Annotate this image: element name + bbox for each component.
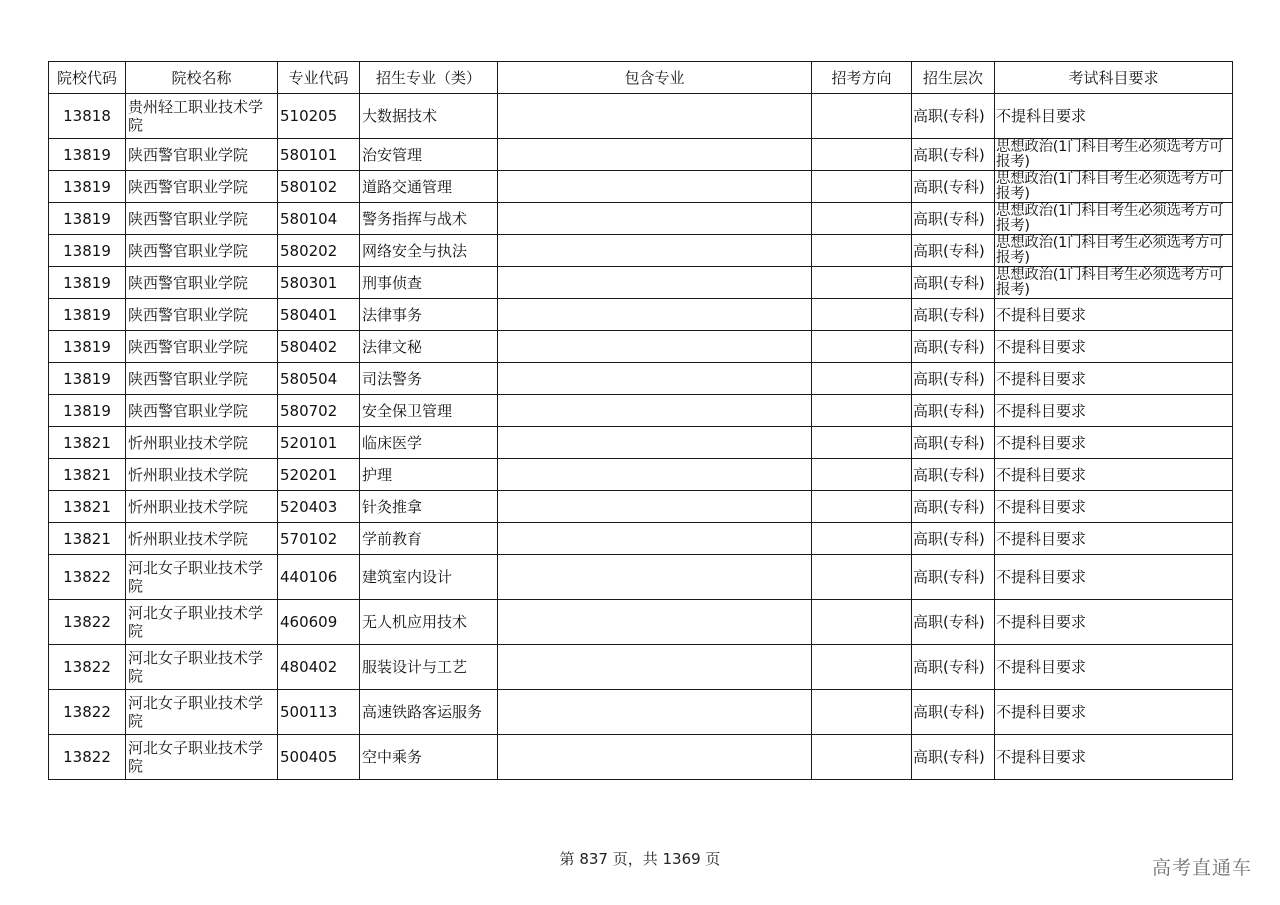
cell-school-code: 13818: [49, 94, 126, 139]
cell-major: 护理: [360, 459, 498, 491]
cell-level: 高职(专科): [912, 645, 995, 690]
cell-direction: [812, 690, 912, 735]
cell-school-name: 忻州职业技术学院: [126, 523, 278, 555]
table-row: [49, 363, 1233, 395]
cell-direction: [812, 299, 912, 331]
cell-major-code: 440106: [278, 555, 360, 600]
cell-school-name: 陕西警官职业学院: [126, 139, 278, 171]
cell-includes: [498, 555, 812, 600]
cell-includes: [498, 267, 812, 299]
cell-level: 高职(专科): [912, 267, 995, 299]
cell-requirement: 思想政治(1门科目考生必须选考方可报考): [995, 139, 1233, 171]
cell-includes: [498, 395, 812, 427]
cell-school-code: 13819: [49, 235, 126, 267]
cell-requirement: 不提科目要求: [995, 459, 1233, 491]
cell-level: 高职(专科): [912, 94, 995, 139]
cell-major: 治安管理: [360, 139, 498, 171]
cell-major-code: 500405: [278, 735, 360, 780]
cell-requirement: 不提科目要求: [995, 523, 1233, 555]
cell-level: 高职(专科): [912, 363, 995, 395]
cell-level: 高职(专科): [912, 600, 995, 645]
cell-includes: [498, 171, 812, 203]
cell-level: 高职(专科): [912, 203, 995, 235]
table-row: [49, 94, 1233, 139]
cell-includes: [498, 139, 812, 171]
cell-school-code: 13819: [49, 331, 126, 363]
cell-requirement: 不提科目要求: [995, 690, 1233, 735]
table-row: [49, 427, 1233, 459]
cell-direction: [812, 267, 912, 299]
cell-requirement: 不提科目要求: [995, 491, 1233, 523]
header-school-name: 院校名称: [126, 62, 278, 94]
cell-major: 空中乘务: [360, 735, 498, 780]
cell-direction: [812, 645, 912, 690]
cell-school-name: 陕西警官职业学院: [126, 331, 278, 363]
cell-major-code: 580702: [278, 395, 360, 427]
table-body: [49, 94, 1233, 780]
cell-major-code: 520101: [278, 427, 360, 459]
cell-major-code: 520403: [278, 491, 360, 523]
cell-major: 警务指挥与战术: [360, 203, 498, 235]
cell-includes: [498, 363, 812, 395]
cell-direction: [812, 459, 912, 491]
cell-level: 高职(专科): [912, 690, 995, 735]
cell-school-code: 13822: [49, 600, 126, 645]
cell-school-name: 河北女子职业技术学院: [126, 645, 278, 690]
table-row: [49, 491, 1233, 523]
cell-school-code: 13822: [49, 735, 126, 780]
cell-direction: [812, 331, 912, 363]
cell-level: 高职(专科): [912, 331, 995, 363]
cell-major-code: 580104: [278, 203, 360, 235]
cell-major-code: 570102: [278, 523, 360, 555]
cell-level: 高职(专科): [912, 427, 995, 459]
cell-requirement: 不提科目要求: [995, 735, 1233, 780]
cell-school-name: 陕西警官职业学院: [126, 203, 278, 235]
cell-level: 高职(专科): [912, 523, 995, 555]
cell-requirement: 不提科目要求: [995, 645, 1233, 690]
cell-school-name: 陕西警官职业学院: [126, 395, 278, 427]
cell-school-code: 13821: [49, 491, 126, 523]
cell-major-code: 500113: [278, 690, 360, 735]
cell-major-code: 580401: [278, 299, 360, 331]
cell-major-code: 460609: [278, 600, 360, 645]
cell-requirement: 思想政治(1门科目考生必须选考方可报考): [995, 267, 1233, 299]
cell-major-code: 580301: [278, 267, 360, 299]
cell-school-name: 河北女子职业技术学院: [126, 690, 278, 735]
cell-requirement: 不提科目要求: [995, 395, 1233, 427]
cell-level: 高职(专科): [912, 139, 995, 171]
header-includes: 包含专业: [498, 62, 812, 94]
table-row: [49, 459, 1233, 491]
cell-direction: [812, 363, 912, 395]
cell-direction: [812, 735, 912, 780]
table-row: [49, 139, 1233, 171]
cell-major-code: 510205: [278, 94, 360, 139]
cell-requirement: 不提科目要求: [995, 331, 1233, 363]
cell-level: 高职(专科): [912, 735, 995, 780]
cell-requirement: 不提科目要求: [995, 299, 1233, 331]
cell-school-code: 13819: [49, 267, 126, 299]
cell-major: 网络安全与执法: [360, 235, 498, 267]
cell-school-name: 贵州轻工职业技术学院: [126, 94, 278, 139]
cell-school-name: 陕西警官职业学院: [126, 299, 278, 331]
cell-direction: [812, 427, 912, 459]
cell-includes: [498, 94, 812, 139]
header-major: 招生专业（类）: [360, 62, 498, 94]
cell-level: 高职(专科): [912, 555, 995, 600]
cell-requirement: 思想政治(1门科目考生必须选考方可报考): [995, 235, 1233, 267]
table-row: [49, 203, 1233, 235]
cell-major-code: 480402: [278, 645, 360, 690]
cell-school-code: 13819: [49, 171, 126, 203]
cell-school-code: 13819: [49, 395, 126, 427]
cell-includes: [498, 735, 812, 780]
cell-major-code: 520201: [278, 459, 360, 491]
cell-school-name: 忻州职业技术学院: [126, 459, 278, 491]
cell-school-code: 13819: [49, 203, 126, 235]
cell-direction: [812, 171, 912, 203]
table-row: [49, 600, 1233, 645]
cell-includes: [498, 203, 812, 235]
table-row: [49, 235, 1233, 267]
cell-school-code: 13819: [49, 363, 126, 395]
cell-requirement: 不提科目要求: [995, 94, 1233, 139]
cell-includes: [498, 331, 812, 363]
cell-includes: [498, 645, 812, 690]
cell-major: 无人机应用技术: [360, 600, 498, 645]
cell-includes: [498, 459, 812, 491]
cell-school-code: 13819: [49, 299, 126, 331]
cell-major-code: 580202: [278, 235, 360, 267]
cell-direction: [812, 600, 912, 645]
table-row: [49, 735, 1233, 780]
table-row: [49, 299, 1233, 331]
cell-major: 大数据技术: [360, 94, 498, 139]
header-direction: 招考方向: [812, 62, 912, 94]
admissions-table: [48, 61, 1233, 780]
cell-requirement: 不提科目要求: [995, 427, 1233, 459]
cell-school-name: 河北女子职业技术学院: [126, 600, 278, 645]
cell-direction: [812, 203, 912, 235]
cell-requirement: 不提科目要求: [995, 600, 1233, 645]
cell-includes: [498, 235, 812, 267]
cell-school-code: 13819: [49, 139, 126, 171]
cell-major: 学前教育: [360, 523, 498, 555]
cell-includes: [498, 600, 812, 645]
cell-school-name: 陕西警官职业学院: [126, 235, 278, 267]
cell-school-code: 13822: [49, 645, 126, 690]
table-row: [49, 645, 1233, 690]
cell-school-name: 忻州职业技术学院: [126, 491, 278, 523]
table-row: [49, 267, 1233, 299]
header-level: 招生层次: [912, 62, 995, 94]
cell-school-name: 陕西警官职业学院: [126, 363, 278, 395]
cell-school-name: 河北女子职业技术学院: [126, 735, 278, 780]
page-number: 第 837 页，共 1369 页: [559, 850, 721, 868]
cell-major-code: 580102: [278, 171, 360, 203]
cell-school-name: 忻州职业技术学院: [126, 427, 278, 459]
cell-requirement: 思想政治(1门科目考生必须选考方可报考): [995, 203, 1233, 235]
cell-direction: [812, 235, 912, 267]
cell-major: 刑事侦查: [360, 267, 498, 299]
cell-direction: [812, 139, 912, 171]
cell-major: 建筑室内设计: [360, 555, 498, 600]
cell-level: 高职(专科): [912, 235, 995, 267]
table-row: [49, 331, 1233, 363]
cell-major-code: 580101: [278, 139, 360, 171]
header-school-code: 院校代码: [49, 62, 126, 94]
cell-school-name: 陕西警官职业学院: [126, 267, 278, 299]
cell-major: 高速铁路客运服务: [360, 690, 498, 735]
cell-direction: [812, 395, 912, 427]
cell-major: 司法警务: [360, 363, 498, 395]
cell-includes: [498, 690, 812, 735]
cell-school-code: 13821: [49, 427, 126, 459]
table-row: [49, 690, 1233, 735]
cell-major: 安全保卫管理: [360, 395, 498, 427]
cell-major: 临床医学: [360, 427, 498, 459]
cell-major: 针灸推拿: [360, 491, 498, 523]
cell-major: 法律事务: [360, 299, 498, 331]
cell-school-code: 13822: [49, 690, 126, 735]
cell-school-code: 13821: [49, 459, 126, 491]
cell-major-code: 580504: [278, 363, 360, 395]
cell-includes: [498, 299, 812, 331]
cell-level: 高职(专科): [912, 171, 995, 203]
cell-includes: [498, 491, 812, 523]
cell-major: 法律文秘: [360, 331, 498, 363]
cell-direction: [812, 555, 912, 600]
cell-requirement: 不提科目要求: [995, 555, 1233, 600]
cell-major-code: 580402: [278, 331, 360, 363]
table-row: [49, 555, 1233, 600]
cell-school-code: 13822: [49, 555, 126, 600]
cell-level: 高职(专科): [912, 459, 995, 491]
cell-requirement: 不提科目要求: [995, 363, 1233, 395]
table-row: [49, 523, 1233, 555]
table-row: [49, 395, 1233, 427]
cell-includes: [498, 523, 812, 555]
watermark-text: 高考直通车: [1151, 857, 1252, 879]
header-major-code: 专业代码: [278, 62, 360, 94]
cell-school-code: 13821: [49, 523, 126, 555]
cell-includes: [498, 427, 812, 459]
cell-direction: [812, 491, 912, 523]
header-requirement: 考试科目要求: [995, 62, 1233, 94]
header-row: [49, 62, 1233, 94]
cell-level: 高职(专科): [912, 491, 995, 523]
cell-direction: [812, 94, 912, 139]
cell-level: 高职(专科): [912, 299, 995, 331]
cell-school-name: 河北女子职业技术学院: [126, 555, 278, 600]
cell-requirement: 思想政治(1门科目考生必须选考方可报考): [995, 171, 1233, 203]
table-row: [49, 171, 1233, 203]
cell-level: 高职(专科): [912, 395, 995, 427]
cell-major: 服装设计与工艺: [360, 645, 498, 690]
cell-direction: [812, 523, 912, 555]
cell-school-name: 陕西警官职业学院: [126, 171, 278, 203]
cell-major: 道路交通管理: [360, 171, 498, 203]
